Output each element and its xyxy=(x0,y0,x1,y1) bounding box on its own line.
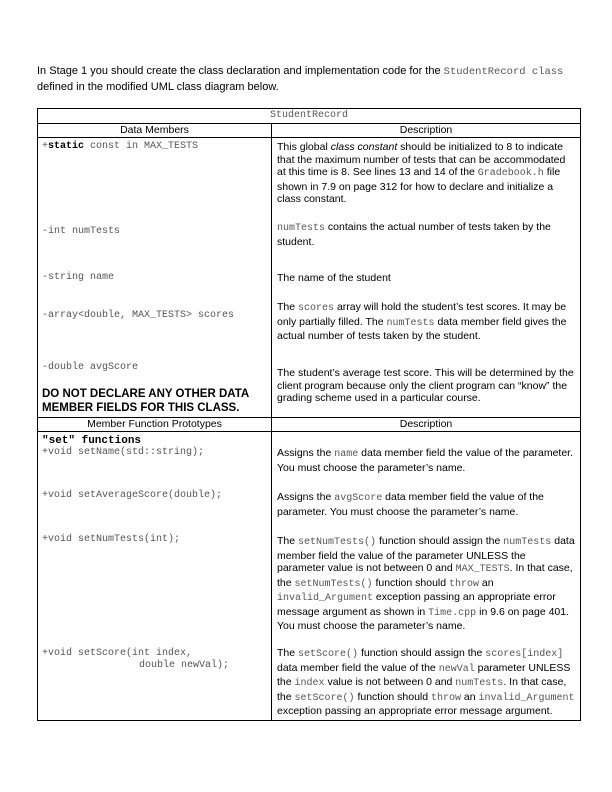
intro-text-end: defined in the modified UML class diagram below. xyxy=(37,81,279,93)
class-name: StudentRecord xyxy=(38,109,581,124)
member-name: -string name xyxy=(42,272,115,283)
intro-text: In Stage 1 you should create the class declaration and implementation code for the xyxy=(37,65,444,77)
description-header: Description xyxy=(272,124,581,138)
set-functions-heading: "set" functions xyxy=(42,435,142,447)
desc-set-name: Assigns the name data member field the value of the parameter. You must choose the parameter’s name. xyxy=(277,447,574,474)
intro-class-code: StudentRecord class xyxy=(443,66,564,78)
desc-set-num-tests: The setNumTests() function should assign the numTests data member field the value of the parameter UNLESS the parameter value is not between 0 and MAX_TESTS. In that case, the setNumTests() function should throw an invalid_Argument exception passing an appropriate error message argument as shown in Time.cpp in 9.6 on page 401. You must choose the parameter’s name. xyxy=(277,535,575,632)
function-descriptions xyxy=(272,432,581,721)
data-members-header: Data Members xyxy=(38,124,272,138)
fn-set-num-tests: +void setNumTests(int); xyxy=(42,534,181,545)
desc-name: The name of the student xyxy=(277,272,391,284)
member-max-tests: +static const in MAX_TESTS xyxy=(42,141,199,152)
intro-paragraph xyxy=(37,64,582,95)
function-list xyxy=(38,432,272,721)
fn-set-name: +void setName(std::string); xyxy=(42,447,205,458)
desc-max-tests: This global class constant should be initialized to 8 to indicate that the maximum number of tests that can be accommodated at this time is 8. See lines 13 and 14 of the Gradebook.h file shown in 7.9 on page 312 for how to declare and initialize a class constant. xyxy=(277,141,566,205)
desc-num-tests: numTests contains the actual number of tests taken by the student. xyxy=(277,221,551,248)
member-list xyxy=(38,138,272,418)
static-keyword: static xyxy=(48,141,85,152)
fn-set-score: +void setScore(int index, double newVal); xyxy=(42,648,230,671)
desc-set-average-score: Assigns the avgScore data member field the value of the parameter. You must choose the parameter’s name. xyxy=(277,491,544,518)
warning-text: DO NOT DECLARE ANY OTHER DATA MEMBER FIELDS FOR THIS CLASS. xyxy=(42,388,249,414)
uml-class-diagram xyxy=(37,108,581,721)
member-descriptions xyxy=(272,138,581,418)
desc-set-score: The setScore() function should assign the scores[index] data member field the value of the newVal parameter UNLESS the index value is not between 0 and numTests. In that case, the setScore() function should throw an invalid_Argument exception passing an appropriate error message argument. xyxy=(277,647,575,717)
member-scores: -array<double, MAX_TESTS> scores xyxy=(42,310,235,321)
functions-header: Member Function Prototypes xyxy=(38,418,272,432)
desc-scores: The scores array will hold the student’s test scores. It may be only partially filled. The numTests data member field gives the actual number of tests taken by the student. xyxy=(277,301,567,342)
member-avg-score: -double avgScore xyxy=(42,362,139,373)
description-header-2: Description xyxy=(272,418,581,432)
member-num-tests: -int numTests xyxy=(42,226,121,237)
fn-set-average-score: +void setAverageScore(double); xyxy=(42,490,223,501)
desc-avg-score: The student’s average test score. This will be determined by the client program because only the client program can “know” the grading scheme used in a particular course. xyxy=(277,367,574,404)
